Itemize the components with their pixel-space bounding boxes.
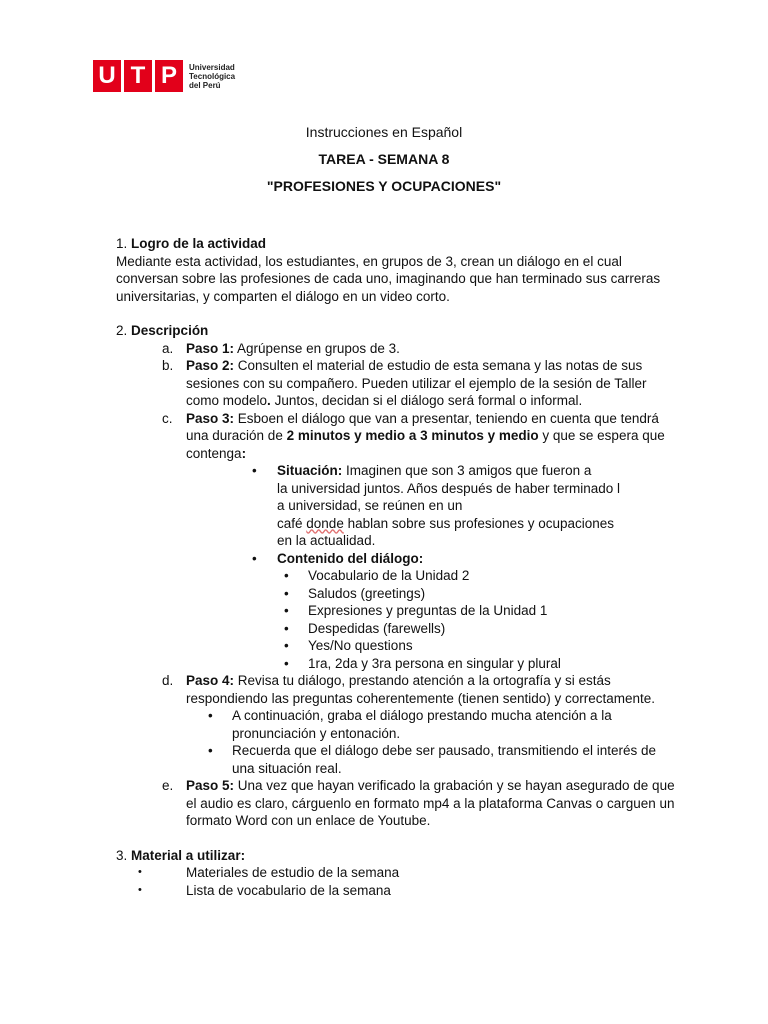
section-1-heading: 1. Logro de la actividad	[116, 236, 267, 251]
utp-logo	[93, 60, 235, 92]
document-body	[116, 235, 676, 899]
list-item: • Lista de vocabulario de la semana	[138, 882, 391, 898]
step-c: c. Paso 3: Esboen el diálogo que van a presentar, teniendo en cuenta que tendrá una duración de 2 minutos y medio a 3 minutos y medio y que se espera que contenga:	[162, 410, 665, 461]
list-item: • Saludos (greetings)	[284, 585, 426, 601]
logo-letter-t: T	[124, 60, 152, 92]
header-lang: Instrucciones en Español	[305, 124, 463, 140]
section-3-heading: 3. Material a utilizar:	[116, 847, 246, 863]
section-2-heading: 2. Descripción	[116, 323, 209, 338]
list-item: • Expresiones y preguntas de la Unidad 1	[284, 603, 548, 618]
step-d: d. Paso 4: Revisa tu diálogo, prestando atención a la ortografía y si estás respondiendo las preguntas coherentemente (tienen sentido) y correctamente.	[162, 673, 656, 706]
list-item: • Vocabulario de la Unidad 2	[284, 568, 470, 583]
logo-letter-p: P	[155, 60, 183, 92]
step-e: e. Paso 5: Una vez que hayan verificado la grabación y se hayan asegurado de que el audio es claro, cárguenlo en formato mp4 a la plataforma Canvas o carguen un formato Word con un enlace de Youtube.	[162, 778, 675, 828]
document-title: "PROFESIONES Y OCUPACIONES"	[266, 178, 502, 194]
list-item: • Recuerda que el diálogo debe ser pausado, transmitiendo el interés de una situación real.	[208, 743, 657, 776]
section-1-text: Mediante esta actividad, los estudiantes, en grupos de 3, crean un diálogo en el cual conversan sobre las profesiones de cada uno, imaginando que han terminado sus carreras universitarias, y comparten el diálogo en un video corto.	[116, 253, 661, 304]
list-item: • Yes/No questions	[284, 638, 413, 653]
list-item: • Despedidas (farewells)	[284, 620, 446, 636]
contenido-item: • Contenido del diálogo:	[252, 550, 424, 566]
logo-letter-u: U	[93, 60, 121, 92]
step-a: a. Paso 1: Agrúpense en grupos de 3.	[162, 340, 400, 356]
logo-text: Universidad Tecnológica del Perú	[189, 62, 236, 90]
list-item: • 1ra, 2da y 3ra persona en singular y plural	[284, 655, 561, 671]
header-tarea: TAREA - SEMANA 8	[318, 151, 450, 167]
situacion-item: • Situación: Imaginen que son 3 amigos que fueron a la universidad juntos. Años después de haber terminado l a universidad, se reúnen en un café donde hablan sobre sus profesiones y ocupaciones en la actualidad.	[252, 463, 620, 548]
step-b: b. Paso 2: Consulten el material de estudio de esta semana y las notas de sus sesiones con su compañero. Pueden utilizar el ejemplo de la sesión de Taller como modelo. Juntos, decidan si el diálogo será formal o informal.	[162, 358, 647, 408]
list-item: • Materiales de estudio de la semana	[138, 865, 400, 880]
list-item: • A continuación, graba el diálogo prestando mucha atención a la pronunciación y entonación.	[208, 708, 612, 741]
